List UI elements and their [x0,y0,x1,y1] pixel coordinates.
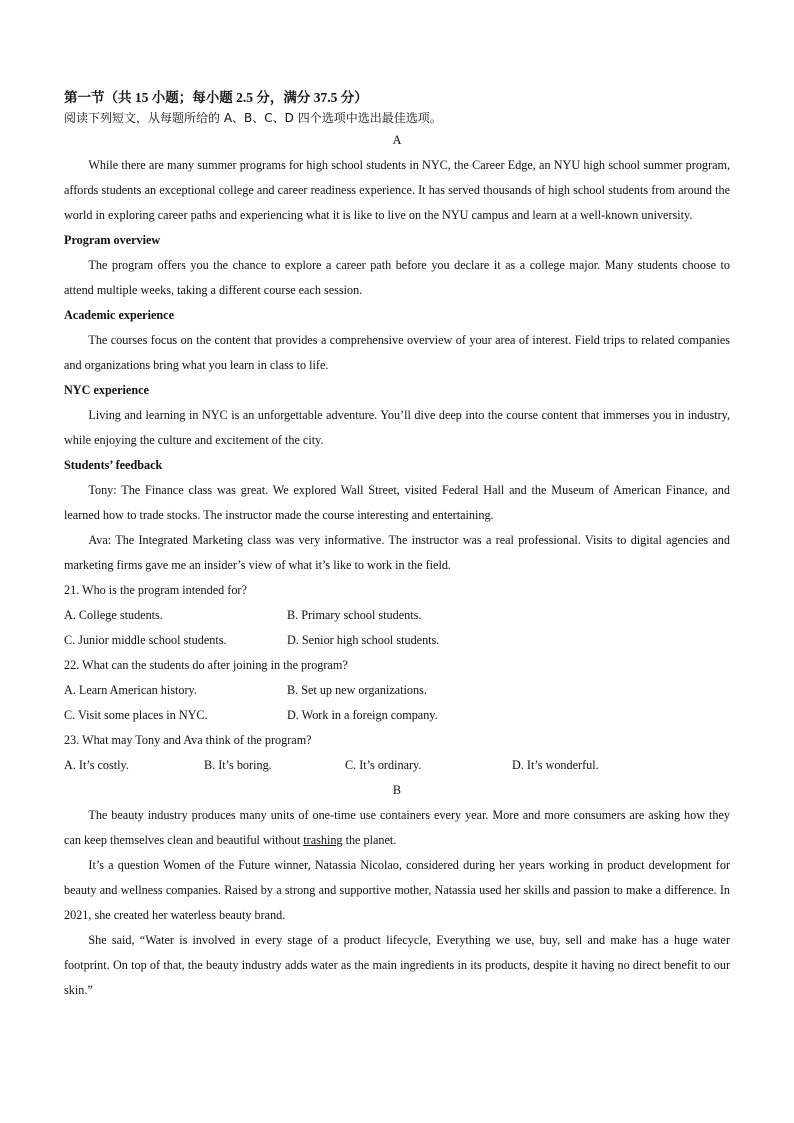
question-23-stem: 23. What may Tony and Ava think of the program? [64,733,312,747]
students-feedback-heading: Students’ feedback [64,458,163,472]
underlined-word-trashing: trashing [303,833,343,847]
academic-experience-heading: Academic experience [64,308,174,322]
question-23-option-d: D. It’s wonderful. [512,758,599,772]
passage-b-paragraph-1 [64,803,730,853]
passage-a-label: A [392,133,402,147]
question-21-option-c: C. Junior middle school students. [64,633,227,647]
question-21-options-row-2 [64,628,730,653]
question-22-option-d: D. Work in a foreign company. [287,708,438,722]
passage-b-label: B [392,783,402,797]
question-22-option-c: C. Visit some places in NYC. [64,708,208,722]
question-21-option-d: D. Senior high school students. [287,633,440,647]
question-22-option-b: B. Set up new organizations. [287,683,427,697]
question-23-option-a: A. It’s costly. [64,758,129,772]
question-22-stem: 22. What can the students do after joining in the program? [64,658,348,672]
nyc-experience-heading: NYC experience [64,383,149,397]
passage-b-paragraph-2: It’s a question Women of the Future winner, Natassia Nicolao, considered during her years working in product development for beauty and wellness companies. Raised by a strong and supportive mother, Natassia used her skills and passion to make a difference. In 2021, she created her waterless beauty brand. [64,858,730,922]
passage-b-p1-before: The beauty industry produces many units of one-time use containers every year. More and more consumers are asking how they can keep themselves clean and beautiful without [64,808,730,847]
question-23-option-c: C. It’s ordinary. [345,758,422,772]
passage-b-p1-after: the planet. [342,833,397,847]
question-21-stem: 21. Who is the program intended for? [64,583,247,597]
passage-a-intro: While there are many summer programs for high school students in NYC, the Career Edge, an NYU high school summer program, affords students an exceptional college and career readiness experience. It has served thousands of high school students from around the world in exploring career paths and experiencing what it is like to live on the NYU campus and learn at a well-known university. [64,158,730,222]
question-23-options-row [64,753,730,778]
question-21-option-a: A. College students. [64,608,163,622]
program-overview-text: The program offers you the chance to explore a career path before you declare it as a college major. Many students choose to attend multiple weeks, taking a different course each session. [64,258,730,297]
feedback-tony: Tony: The Finance class was great. We explored Wall Street, visited Federal Hall and the Museum of American Finance, and learned how to trade stocks. The instructor made the course interesting and entertaining. [64,483,730,522]
passage-b-paragraph-3: She said, “Water is involved in every stage of a product lifecycle, Everything we use, buy, sell and make has a huge water footprint. On top of that, the beauty industry adds water as the main ingredients in its products, despite it having no direct benefit to our skin.” [64,933,730,997]
academic-experience-text: The courses focus on the content that provides a comprehensive overview of your area of interest. Field trips to related companies and organizations bring what you learn in class to life. [64,333,730,372]
question-23-option-b: B. It’s boring. [204,758,272,772]
feedback-ava: Ava: The Integrated Marketing class was very informative. The instructor was a real professional. Visits to digital agencies and marketing firms gave me an insider’s view of what it’s like to work in the field. [64,533,730,572]
question-21-option-b: B. Primary school students. [287,608,422,622]
question-22-options-row-2 [64,703,730,728]
question-21-options-row-1 [64,603,730,628]
section-instruction: 阅读下列短文，从每题所给的 A、B、C、D 四个选项中选出最佳选项。 [64,111,442,125]
question-22-options-row-1 [64,678,730,703]
question-22-option-a: A. Learn American history. [64,683,197,697]
nyc-experience-text: Living and learning in NYC is an unforgettable adventure. You’ll dive deep into the course content that immerses you in industry, while enjoying the culture and excitement of the city. [64,408,730,447]
program-overview-heading: Program overview [64,233,161,247]
section-title: 第一节（共 15 小题；每小题 2.5 分，满分 37.5 分） [64,90,368,105]
exam-page [64,88,730,1003]
